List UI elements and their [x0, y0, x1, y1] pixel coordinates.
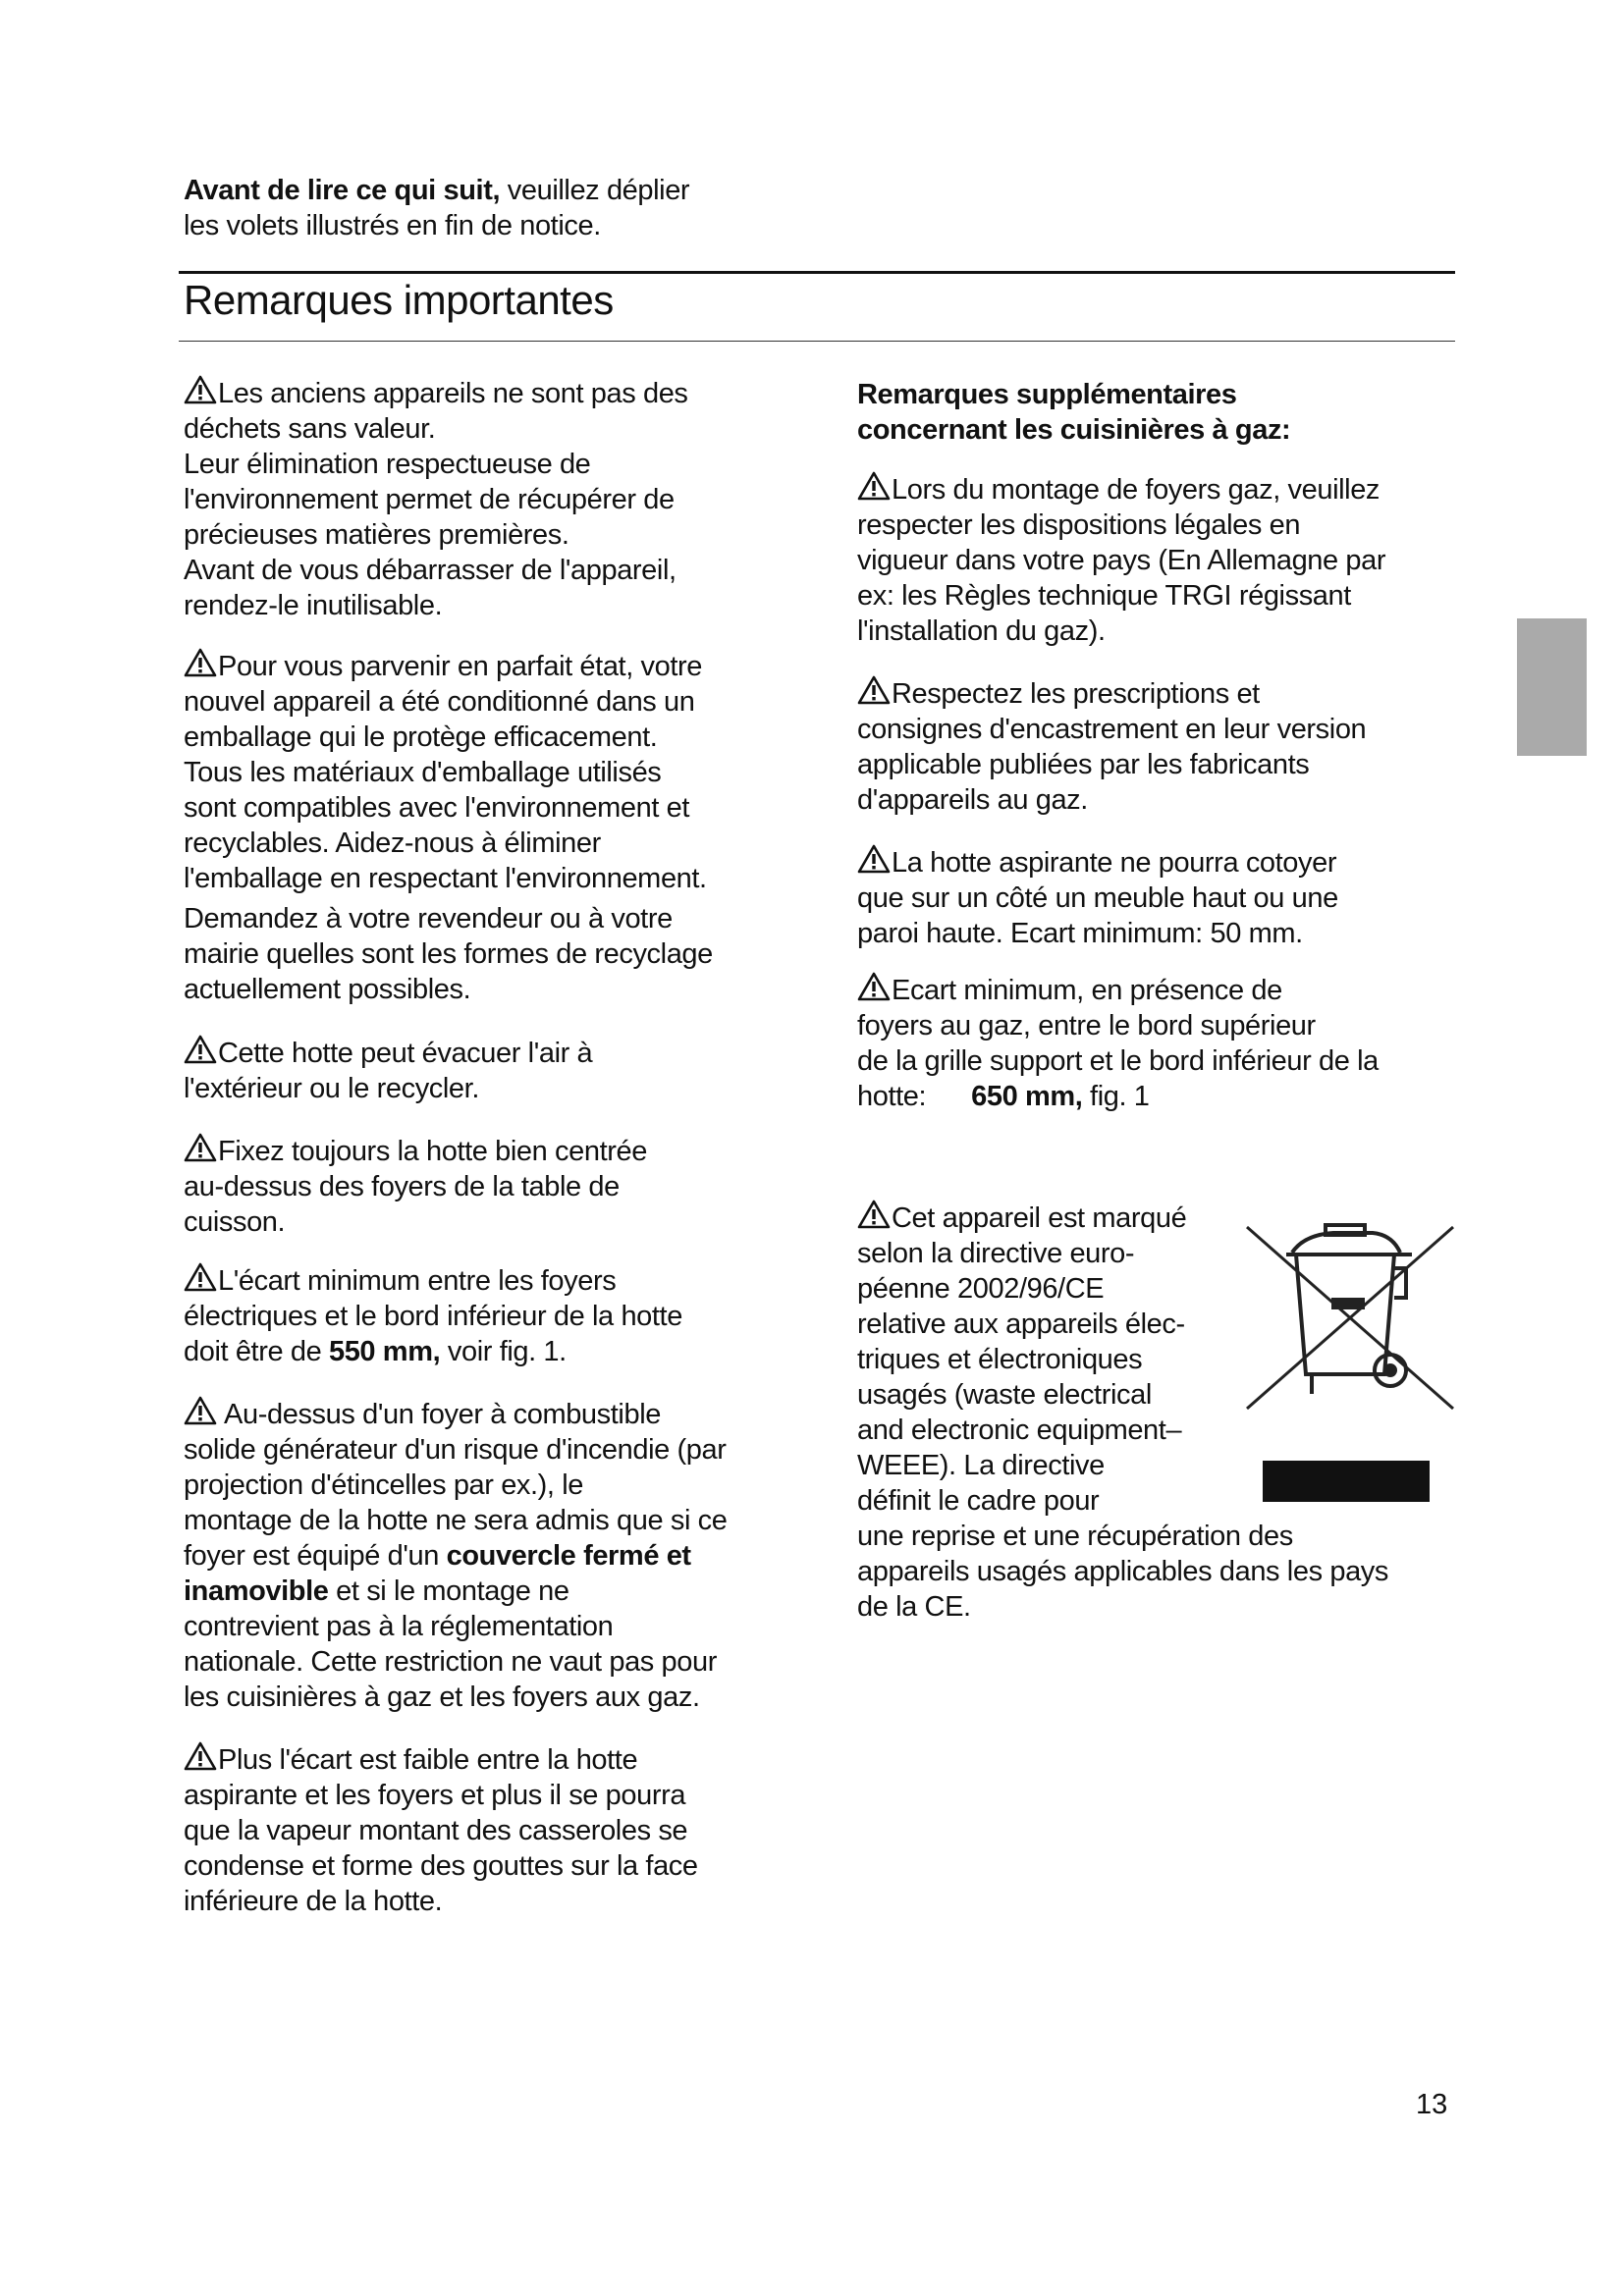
text-segment: nationale. Cette restriction ne vaut pas pour	[184, 1646, 717, 1678]
paragraph	[857, 972, 1379, 1114]
text-line	[184, 936, 713, 972]
bold-text: 650 mm,	[971, 1081, 1083, 1112]
text-line	[857, 1079, 1379, 1114]
paragraph	[857, 675, 1366, 818]
text-line	[857, 1519, 1388, 1554]
text-segment: respecter les dispositions légales en	[857, 509, 1301, 541]
text-segment: électriques et le bord inférieur de la hotte	[184, 1301, 682, 1332]
text-segment: l'installation du gaz).	[857, 615, 1106, 647]
text-line	[857, 844, 1338, 881]
text-line	[184, 411, 688, 447]
text-line	[857, 412, 1290, 448]
text-line	[184, 755, 707, 790]
text-line	[184, 1262, 682, 1299]
text-line	[184, 648, 707, 684]
text-segment: précieuses matières premières.	[184, 519, 569, 551]
text-line	[857, 543, 1385, 578]
page-title: Remarques importantes	[184, 277, 614, 323]
warning-triangle-icon	[857, 972, 891, 1001]
text-segment: inférieure de la hotte.	[184, 1886, 443, 1917]
text-line	[184, 1133, 647, 1169]
text-segment: définit le cadre pour	[857, 1485, 1100, 1517]
bold-text: Avant de lire ce qui suit,	[184, 175, 501, 206]
text-line	[184, 1848, 698, 1884]
bold-text: 550 mm,	[328, 1336, 441, 1367]
text-line	[184, 1778, 698, 1813]
text-segment: vigueur dans votre pays (En Allemagne par	[857, 545, 1386, 576]
text-line	[184, 173, 689, 208]
text-segment: fig. 1	[1082, 1081, 1150, 1112]
text-segment: Respectez les prescriptions et	[892, 678, 1260, 710]
text-line	[184, 1035, 592, 1071]
text-segment: de la CE.	[857, 1591, 971, 1623]
text-segment: Ecart minimum, en présence de	[892, 975, 1282, 1006]
intro-note	[184, 173, 689, 243]
page-number: 13	[1416, 2089, 1448, 2120]
text-segment: solide générateur d'un risque d'incendie (par	[184, 1434, 727, 1466]
text-line	[184, 208, 689, 243]
bold-text: Remarques supplémentaires	[857, 379, 1237, 410]
text-line	[184, 1334, 682, 1369]
bold-text: concernant les cuisinières à gaz:	[857, 414, 1291, 446]
text-line	[184, 1609, 727, 1644]
text-line	[857, 377, 1290, 412]
text-segment: foyer est équipé d'un	[184, 1540, 447, 1572]
paragraph	[184, 1035, 592, 1106]
text-segment: veuillez déplier	[500, 175, 690, 206]
warning-triangle-icon	[857, 675, 891, 705]
paragraph	[184, 1396, 727, 1715]
warning-triangle-icon	[857, 1200, 891, 1229]
text-segment: cuisson.	[184, 1206, 286, 1238]
text-line	[184, 517, 688, 553]
warning-triangle-icon	[184, 1133, 217, 1162]
section-tab-marker	[1517, 618, 1587, 756]
text-segment: contrevient pas à la réglementation	[184, 1611, 614, 1642]
text-segment: une reprise et une récupération des	[857, 1521, 1293, 1552]
title-rule	[179, 341, 1455, 342]
text-line	[857, 1589, 1388, 1625]
warning-triangle-icon	[184, 1396, 217, 1425]
text-segment: l'emballage en respectant l'environnement.	[184, 863, 707, 894]
text-segment: Fixez toujours la hotte bien centrée	[218, 1136, 647, 1167]
text-line	[184, 1884, 698, 1919]
text-segment: condense et forme des gouttes sur la face	[184, 1850, 698, 1882]
text-line	[184, 1204, 647, 1240]
text-line	[857, 1554, 1388, 1589]
text-segment: voir fig. 1.	[440, 1336, 567, 1367]
text-line	[184, 684, 707, 720]
text-segment: l'environnement permet de récupérer de	[184, 484, 675, 515]
text-segment: usagés (waste electrical	[857, 1379, 1152, 1411]
bold-text: couvercle fermé et	[446, 1540, 691, 1572]
text-segment: aspirante et les foyers et plus il se pourra	[184, 1780, 686, 1811]
paragraph	[184, 1262, 682, 1369]
text-line	[184, 553, 688, 588]
text-segment: hotte:	[857, 1081, 972, 1112]
text-line	[184, 861, 707, 896]
text-segment: La hotte aspirante ne pourra cotoyer	[892, 847, 1337, 879]
text-line	[184, 1680, 727, 1715]
text-line	[184, 1503, 727, 1538]
text-segment: WEEE). La directive	[857, 1450, 1105, 1481]
text-segment: Demandez à votre revendeur ou à votre	[184, 903, 673, 934]
text-line	[184, 720, 707, 755]
text-line	[857, 507, 1385, 543]
text-line	[184, 1468, 727, 1503]
text-line	[857, 1043, 1379, 1079]
text-segment: sont compatibles avec l'environnement et	[184, 792, 690, 824]
text-segment: Les anciens appareils ne sont pas des	[218, 378, 688, 409]
text-line	[184, 588, 688, 623]
text-segment: consignes d'encastrement en leur version	[857, 714, 1367, 745]
text-line	[184, 447, 688, 482]
text-segment: recyclables. Aidez-nous à éliminer	[184, 828, 601, 859]
text-line	[184, 1396, 727, 1432]
text-segment: montage de la hotte ne sera admis que si ce	[184, 1505, 728, 1536]
text-segment: Tous les matériaux d'emballage utilisés	[184, 757, 662, 788]
warning-triangle-icon	[184, 1035, 217, 1064]
paragraph	[184, 1133, 647, 1240]
text-segment: au-dessus des foyers de la table de	[184, 1171, 620, 1202]
paragraph	[184, 648, 707, 896]
text-segment: Leur élimination respectueuse de	[184, 449, 591, 480]
warning-triangle-icon	[857, 471, 891, 501]
text-line	[184, 1071, 592, 1106]
text-segment: actuellement possibles.	[184, 974, 471, 1005]
text-segment: mairie quelles sont les formes de recyclage	[184, 938, 713, 970]
text-line	[184, 1169, 647, 1204]
text-segment: nouvel appareil a été conditionné dans un	[184, 686, 695, 718]
text-segment: appareils usagés applicables dans les pays	[857, 1556, 1388, 1587]
header-rule	[179, 271, 1455, 274]
text-segment: déchets sans valeur.	[184, 413, 436, 445]
text-segment: de la grille support et le bord inférieur de la	[857, 1045, 1379, 1077]
text-line	[184, 1813, 698, 1848]
text-segment: doit être de	[184, 1336, 329, 1367]
warning-triangle-icon	[857, 844, 891, 874]
text-segment: Avant de vous débarrasser de l'appareil,	[184, 555, 677, 586]
text-segment: ex: les Règles technique TRGI régissant	[857, 580, 1351, 612]
text-line	[184, 1741, 698, 1778]
text-segment: Cet appareil est marqué	[892, 1202, 1187, 1234]
text-line	[184, 1299, 682, 1334]
text-segment: Plus l'écart est faible entre la hotte	[218, 1744, 638, 1776]
warning-triangle-icon	[184, 648, 217, 677]
text-segment: Pour vous parvenir en parfait état, votre	[218, 651, 702, 682]
text-segment: les volets illustrés en fin de notice.	[184, 210, 601, 241]
text-line	[184, 1538, 727, 1574]
text-line	[184, 1574, 727, 1609]
warning-triangle-icon	[184, 1741, 217, 1771]
text-segment: emballage qui le protège efficacement.	[184, 721, 658, 753]
text-segment: Cette hotte peut évacuer l'air à	[218, 1038, 593, 1069]
text-segment: triques et électroniques	[857, 1344, 1143, 1375]
text-line	[857, 881, 1338, 916]
text-segment: l'extérieur ou le recycler.	[184, 1073, 479, 1104]
text-segment: et si le montage ne	[328, 1575, 569, 1607]
text-line	[184, 826, 707, 861]
section-heading	[857, 377, 1290, 448]
text-segment: que sur un côté un meuble haut ou une	[857, 882, 1338, 914]
text-segment: les cuisinières à gaz et les foyers aux gaz.	[184, 1682, 700, 1713]
paragraph	[857, 844, 1338, 951]
paragraph	[184, 1741, 698, 1919]
text-line	[857, 1008, 1379, 1043]
paragraph	[857, 471, 1385, 649]
text-line	[184, 972, 713, 1007]
text-segment: relative aux appareils élec-	[857, 1308, 1185, 1340]
text-line	[857, 614, 1385, 649]
text-segment: L'écart minimum entre les foyers	[218, 1265, 617, 1297]
text-segment: que la vapeur montant des casseroles se	[184, 1815, 688, 1846]
text-segment: applicable publiées par les fabricants	[857, 749, 1310, 780]
text-segment: Lors du montage de foyers gaz, veuillez	[892, 474, 1380, 506]
text-segment: paroi haute. Ecart minimum: 50 mm.	[857, 918, 1303, 949]
text-segment: rendez-le inutilisable.	[184, 590, 443, 621]
text-segment: and electronic equipment–	[857, 1415, 1182, 1446]
text-segment: foyers au gaz, entre le bord supérieur	[857, 1010, 1316, 1041]
text-line	[184, 1644, 727, 1680]
text-segment: projection d'étincelles par ex.), le	[184, 1469, 584, 1501]
text-segment: péenne 2002/96/CE	[857, 1273, 1105, 1305]
text-line	[857, 471, 1385, 507]
text-line	[857, 782, 1366, 818]
weee-bin-icon	[1245, 1207, 1455, 1423]
warning-triangle-icon	[184, 1262, 217, 1292]
text-line	[857, 916, 1338, 951]
text-line	[857, 675, 1366, 712]
text-line	[857, 578, 1385, 614]
text-segment: Au-dessus d'un foyer à combustible	[218, 1399, 661, 1430]
warning-triangle-icon	[184, 375, 217, 404]
bold-text: inamovible	[184, 1575, 329, 1607]
text-line	[857, 712, 1366, 747]
text-line	[184, 790, 707, 826]
paragraph	[184, 901, 713, 1007]
weee-marking-bar	[1263, 1461, 1430, 1502]
text-line	[184, 901, 713, 936]
text-line	[857, 747, 1366, 782]
text-line	[857, 972, 1379, 1008]
text-line	[184, 482, 688, 517]
text-line	[184, 1432, 727, 1468]
text-segment: d'appareils au gaz.	[857, 784, 1088, 816]
text-line	[184, 375, 688, 411]
text-segment: selon la directive euro-	[857, 1238, 1135, 1269]
paragraph	[184, 375, 688, 623]
